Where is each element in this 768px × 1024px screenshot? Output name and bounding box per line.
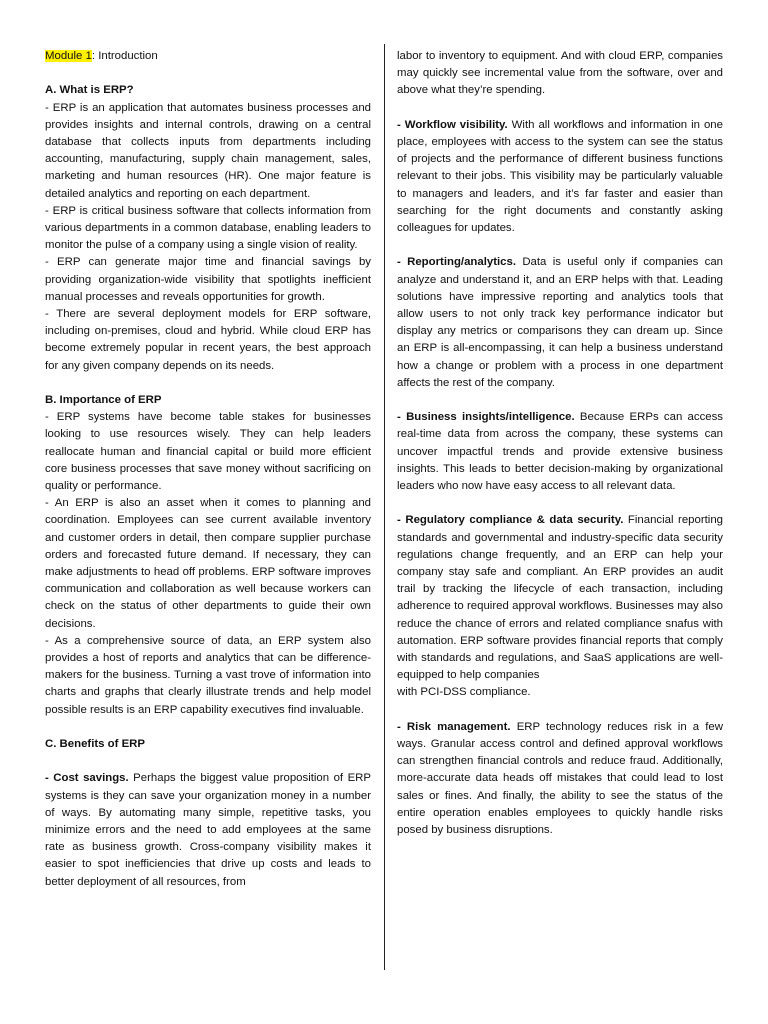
benefit-title: - Cost savings.	[45, 772, 129, 785]
section-c-heading: C. Benefits of ERP	[45, 738, 145, 751]
benefit-business-insights	[397, 409, 723, 495]
benefit-title: - Regulatory compliance & data security.	[397, 514, 624, 527]
section-b-item: - ERP systems have become table stakes for businesses looking to use resources wisely. They can help leaders reallocate human and financial capital or build more efficient core business processes that save money without sacrificing on quality or performance.	[45, 411, 371, 493]
benefit-body: Data is useful only if companies can analyze and understand it, and an ERP helps with that. Leading solutions have impressive reporting and analytics tools that allow users to not only track key performance indicator but display any metrics or comparisons they can dream up. Since an ERP is all-encompassing, it can help a business understand how a change or problem with a process in one department affects the rest of the company.	[397, 256, 723, 389]
benefit-title: - Reporting/analytics.	[397, 256, 516, 269]
benefit-title: - Business insights/intelligence.	[397, 411, 575, 424]
continued-text: labor to inventory to equipment. And with cloud ERP, companies may quickly see incremental value from the software, over and above what they’re spending.	[397, 50, 723, 97]
section-a-item: - There are several deployment models for ERP software, including on-premises, cloud and hybrid. While cloud ERP has become extremely popular in recent years, the best approach for any given company depends on its needs.	[45, 308, 371, 372]
module-label: Module 1	[45, 50, 92, 62]
section-b-item: - An ERP is also an asset when it comes to planning and coordination. Employees can see current available inventory and customer orders in detail, then compare supplier purchase orders and forecasted future demand. If necessary, they can make adjustments to head off problems. ERP software improves communication and collaboration as well because workers can check on the status of other departments to guide their own decisions.	[45, 497, 371, 630]
benefit-body: Perhaps the biggest value proposition of ERP systems is they can save your organization money in a number of ways. By automating many simple, repetitive tasks, you minimize errors and the need to add employees at the same rate as business growth. Cross-company visibility makes it easier to spot inefficiencies that drive up costs and leads to better deployment of all resources, from	[45, 772, 371, 888]
benefit-tail: with PCI-DSS compliance.	[397, 686, 531, 699]
benefit-cost-savings	[45, 770, 371, 890]
section-b-item: - As a comprehensive source of data, an ERP system also provides a host of reports and analytics that can be difference-makers for the business. Turning a vast trove of information into charts and graphs that clearly illustrate trends and help model possible results is an ERP capability executives find invaluable.	[45, 634, 371, 716]
benefit-title: - Risk management.	[397, 720, 511, 733]
benefit-body: ERP technology reduces risk in a few ways. Granular access control and defined approval workflows can strengthen financial controls and reduce fraud. Additionally, more-accurate data heads off mistakes that could lead to lost sales or fines. And finally, the ability to see the status of the entire operation enables employees to quickly handle risks posed by business disruptions.	[397, 720, 723, 837]
benefit-body: With all workflows and information in one place, employees with access to the system can see the status of projects and the performance of different business functions relevant to their jobs. This visibility may be particularly valuable to managers and leaders, and it’s far faster and easier than searching for the right documents and constantly asking colleagues for updates.	[397, 118, 723, 235]
benefit-risk-management	[397, 719, 723, 839]
benefit-workflow-visibility	[397, 117, 723, 237]
section-a-heading: A. What is ERP?	[45, 84, 134, 97]
section-b-heading: B. Importance of ERP	[45, 394, 162, 407]
column-divider	[384, 44, 385, 970]
right-column	[397, 48, 723, 839]
benefit-reporting-analytics	[397, 254, 723, 392]
benefit-regulatory-compliance	[397, 512, 723, 684]
left-column	[45, 48, 371, 891]
module-title: : Introduction	[91, 50, 158, 62]
benefit-title: - Workflow visibility.	[397, 118, 508, 131]
benefit-body: Because ERPs can access real-time data from across the company, these systems can uncover impactful trends and provide extensive business insights. This leads to better decision-making by organizational leaders who now have easy access to all relevant data.	[397, 411, 724, 493]
module-heading	[45, 48, 371, 65]
section-a-item: - ERP is an application that automates business processes and provides insights and internal controls, drawing on a central database that collects inputs from departments including accounting, manufacturing, supply chain management, sales, marketing and human resources (HR). One major feature is detailed analytics and reporting on each department.	[45, 101, 371, 200]
section-a-item: - ERP can generate major time and financial savings by providing organization-wide visibility that spotlights inefficient manual processes and reveals opportunities for growth.	[45, 256, 371, 303]
benefit-body: Financial reporting standards and governmental and industry-specific data security regulations change frequently, and an ERP can help your company stay safe and compliant. An ERP provides an audit trail by tracking the lifecycle of each transaction, including adherence to required approval workflows. Businesses may also reduce the chance of errors and related compliance snafus with automation. ERP software provides financial reports that comply with standards and regulations, and SaaS applications are well-equipped to help companies	[397, 514, 723, 682]
section-a-item: - ERP is critical business software that collects information from various departments in a common database, enabling leaders to monitor the pulse of a company using a single vision of reality.	[45, 204, 371, 252]
